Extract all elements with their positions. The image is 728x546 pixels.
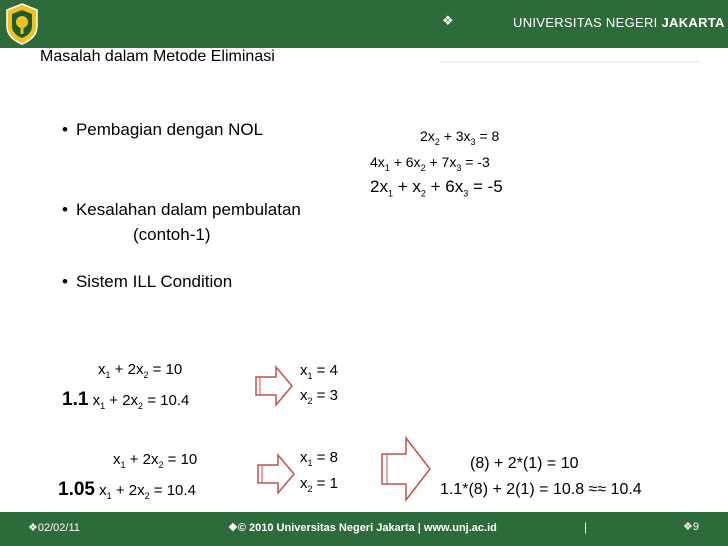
example2-result-x1: $x_1 = 8$: [300, 449, 338, 468]
university-city: JAKARTA: [661, 15, 725, 30]
right-arrow-icon: [254, 364, 294, 408]
footer-copyright: ❖© 2010 Universitas Negeri Jakarta | www.unj.ac.id: [228, 522, 497, 534]
example1-result-x2: $x_2 = 3$: [300, 387, 338, 406]
verification-line1: (8) + 2*(1) = 10: [470, 455, 579, 472]
example1-coefficient: 1.1: [62, 389, 89, 410]
bullet-item: [62, 200, 301, 220]
faint-divider: [440, 61, 700, 63]
slide-title: Masalah dalam Metode Eliminasi: [40, 48, 275, 65]
system-equation-1: $2x_2 + 3x_3 = 8$: [420, 128, 500, 147]
example1-line2: 1.1 $x_1 + 2x_2 = 10.4$: [62, 389, 190, 411]
bullet-text: Kesalahan dalam pembulatan: [75, 200, 301, 219]
bullet-dot-icon: •: [62, 200, 68, 219]
verification-line2: 1.1*(8) + 2(1) = 10.8 ≈≈ 10.4: [440, 481, 642, 498]
university-name: [513, 15, 725, 30]
bullet-text: Pembagian dengan NOL: [75, 120, 264, 139]
example1-result-x1: $x_1 = 4$: [300, 362, 338, 381]
example2-line2: 1.05 $x_1 + 2x_2 = 10.4$: [58, 479, 196, 501]
university-logo: [4, 2, 40, 46]
example2-coefficient: 1.05: [58, 479, 95, 500]
footer-bar: [0, 512, 728, 546]
example1-line1: $x_1 + 2x_2 = 10$: [98, 361, 183, 380]
footer-separator: |: [584, 520, 588, 534]
system-equation-2: $4x_1 + 6x_2 + 7x_3 = -3$: [370, 154, 490, 173]
university-prefix: UNIVERSITAS NEGERI: [513, 15, 658, 30]
bullet-item: [62, 272, 232, 292]
bullet-text: Sistem ILL Condition: [75, 272, 233, 291]
bullet-item: [62, 120, 263, 140]
system-equation-3: $2x_1 + x_2 + 6x_3 = -5$: [370, 177, 503, 199]
footer-date: ❖02/02/11: [28, 522, 80, 534]
example2-line1: $x_1 + 2x_2 = 10$: [113, 451, 198, 470]
page-number: ❖9: [683, 521, 699, 533]
header-bar: [0, 0, 728, 48]
header-diamond-icon: ❖: [442, 13, 454, 28]
example2-result-x2: $x_2 = 1$: [300, 475, 338, 494]
bullet-continuation: (contoh-1): [133, 225, 211, 244]
bullet-dot-icon: •: [62, 272, 68, 291]
bullet-dot-icon: •: [62, 120, 68, 139]
right-arrow-icon: [380, 436, 432, 502]
right-arrow-icon: [256, 452, 296, 496]
